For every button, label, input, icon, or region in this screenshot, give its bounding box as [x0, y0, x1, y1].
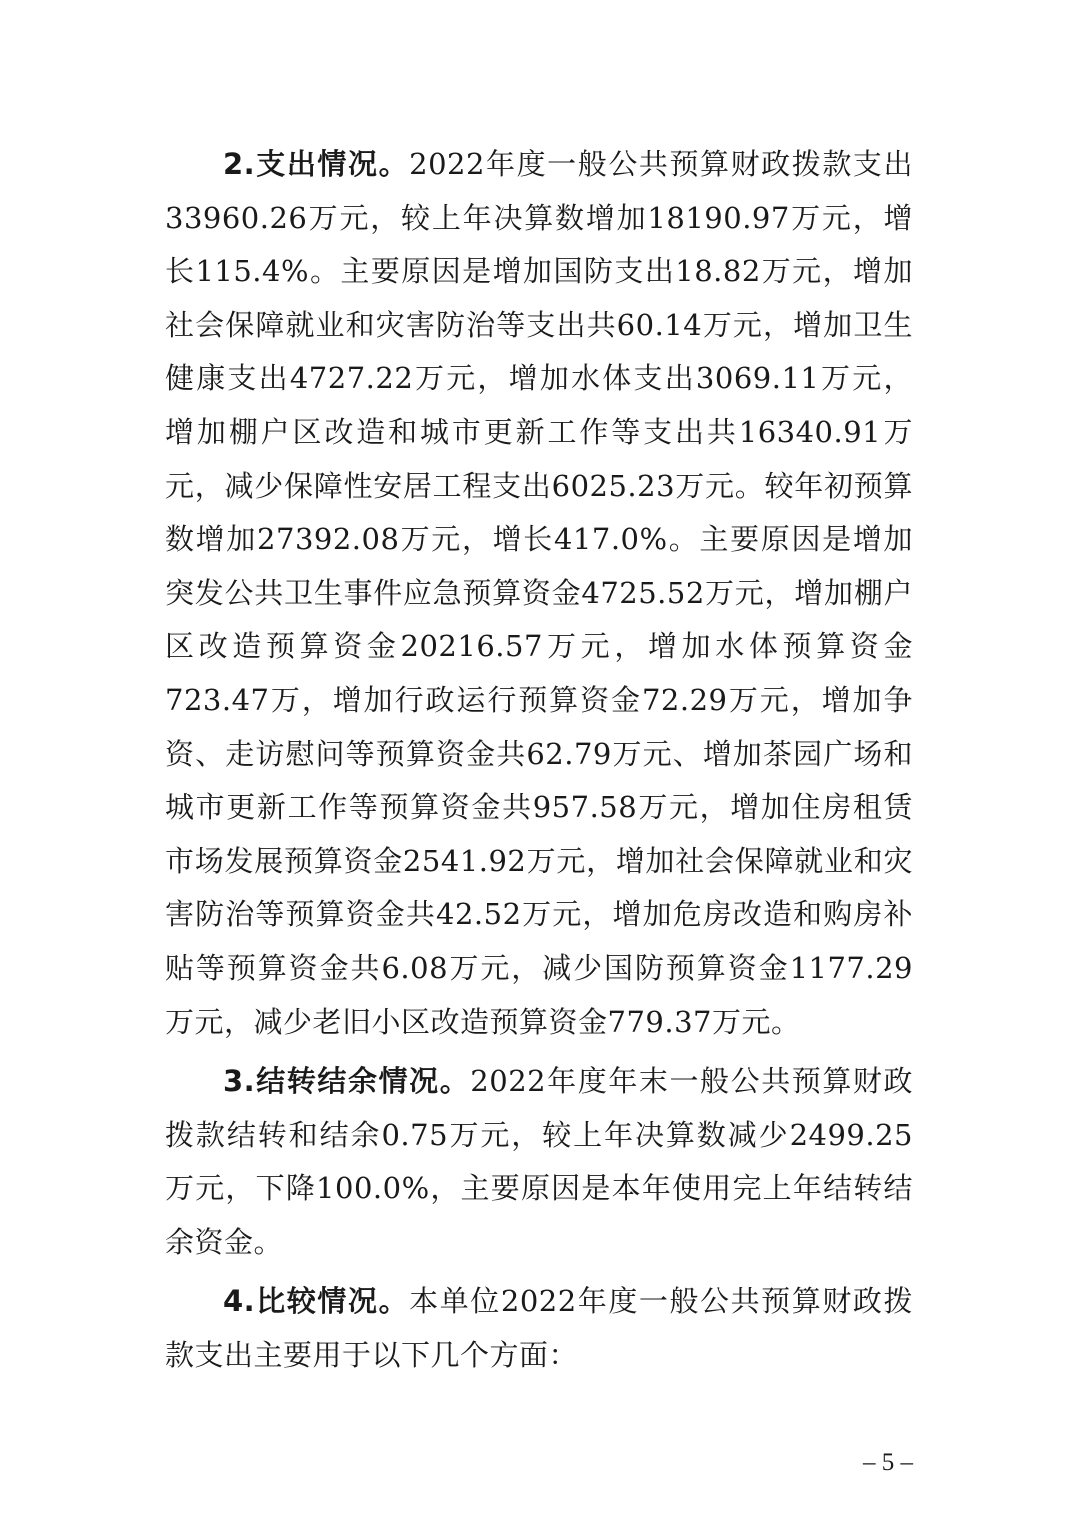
paragraph-text: 2022年度年末一般公共预算财政拨款结转和结余0.75万元，较上年决算数减少2499.25万元，下降100.0%，主要原因是本年使用完上年结转结余资金。	[165, 1064, 913, 1259]
paragraph-expenditure	[165, 138, 913, 1049]
paragraph-text: 本单位2022年度一般公共预算财政拨款支出主要用于以下几个方面：	[165, 1284, 913, 1373]
paragraph-carryover	[165, 1055, 913, 1269]
paragraph-heading: 3.结转结余情况。	[223, 1064, 471, 1099]
paragraph-comparison	[165, 1275, 913, 1382]
paragraph-text: 2022年度一般公共预算财政拨款支出33960.26万元，较上年决算数增加18190.97万元，增长115.4%。主要原因是增加国防支出18.82万元，增加社会保障就业和灾害防治等支出共60.14万元，增加卫生健康支出4727.22万元，增加水体支出3069.11万元，增加棚户区改造和城市更新工作等支出共16340.91万元，减少保障性安居工程支出6025.23万元。较年初预算数增加27392.08万元，增长417.0%。主要原因是增加突发公共卫生事件应急预算资金4725.52万元，增加棚户区改造预算资金20216.57万元，增加水体预算资金723.47万，增加行政运行预算资金72.29万元，增加争资、走访慰问等预算资金共62.79万元、增加茶园广场和城市更新工作等预算资金共957.58万元，增加住房租赁市场发展预算资金2541.92万元，增加社会保障就业和灾害防治等预算资金共42.52万元，增加危房改造和购房补贴等预算资金共6.08万元，减少国防预算资金1177.29万元，减少老旧小区改造预算资金779.37万元。	[165, 147, 913, 1039]
paragraph-heading: 4.比较情况。	[223, 1284, 410, 1319]
document-body	[165, 138, 913, 1389]
page-number: – 5 –	[863, 1449, 913, 1476]
paragraph-heading: 2.支出情况。	[223, 147, 410, 181]
